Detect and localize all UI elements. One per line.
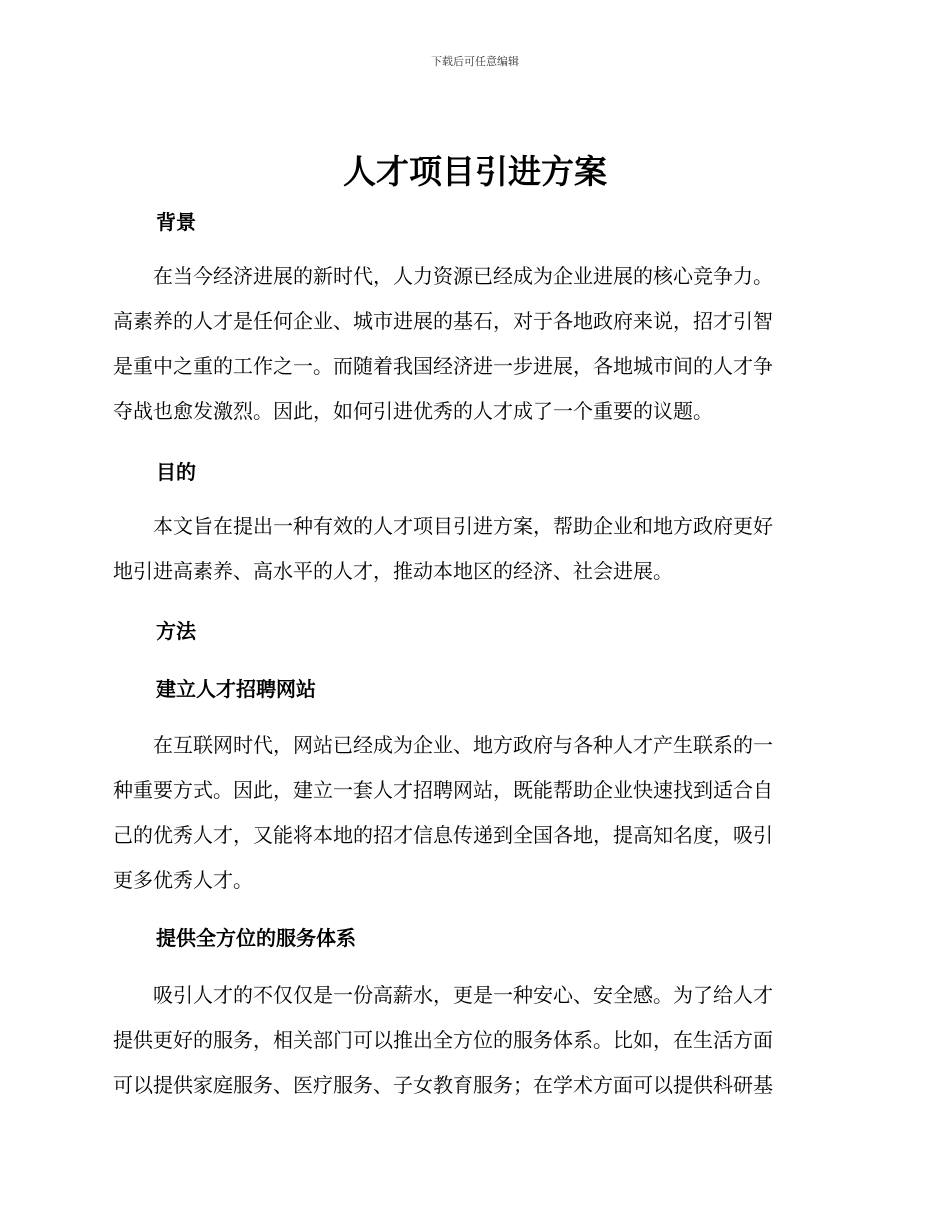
- paragraph-purpose: [113, 504, 833, 594]
- page-header-note: 下载后可任意编辑: [431, 55, 519, 68]
- section-heading-purpose: 目的: [156, 460, 196, 484]
- section-heading-website: 建立人才招聘网站: [156, 677, 316, 701]
- paragraph-line: 可以提供家庭服务、医疗服务、子女教育服务；在学术方面可以提供科研基: [113, 1073, 773, 1097]
- paragraph-line: 是重中之重的工作之一。而随着我国经济进一步进展，各地城市间的人才争: [113, 354, 773, 378]
- paragraph-line: 种重要方式。因此，建立一套人才招聘网站，既能帮助企业快速找到适合自: [113, 778, 773, 802]
- paragraph-line: 提供更好的服务，相关部门可以推出全方位的服务体系。比如，在生活方面: [113, 1028, 773, 1052]
- paragraph-line: 在互联网时代，网站已经成为企业、地方政府与各种人才产生联系的一: [113, 733, 773, 757]
- section-heading-services: 提供全方位的服务体系: [156, 926, 356, 950]
- paragraph-line: 高素养的人才是任何企业、城市进展的基石，对于各地政府来说，招才引智: [113, 309, 773, 333]
- paragraph-line: 地引进高素养、高水平的人才，推动本地区的经济、社会进展。: [113, 559, 673, 583]
- paragraph-line: 更多优秀人才。: [113, 868, 253, 892]
- paragraph-line: 在当今经济进展的新时代，人力资源已经成为企业进展的核心竞争力。: [113, 264, 773, 288]
- document-title: 人才项目引进方案: [343, 152, 607, 191]
- paragraph-background: [113, 254, 833, 434]
- paragraph-line: 本文旨在提出一种有效的人才项目引进方案，帮助企业和地方政府更好: [113, 514, 773, 538]
- paragraph-line: 己的优秀人才，又能将本地的招才信息传递到全国各地，提高知名度，吸引: [113, 823, 773, 847]
- section-heading-background: 背景: [156, 210, 196, 234]
- paragraph-services: [113, 973, 833, 1108]
- paragraph-line: 夺战也愈发激烈。因此，如何引进优秀的人才成了一个重要的议题。: [113, 399, 713, 423]
- paragraph-line: 吸引人才的不仅仅是一份高薪水，更是一种安心、安全感。为了给人才: [113, 983, 773, 1007]
- paragraph-website: [113, 723, 833, 903]
- section-heading-method: 方法: [156, 619, 196, 643]
